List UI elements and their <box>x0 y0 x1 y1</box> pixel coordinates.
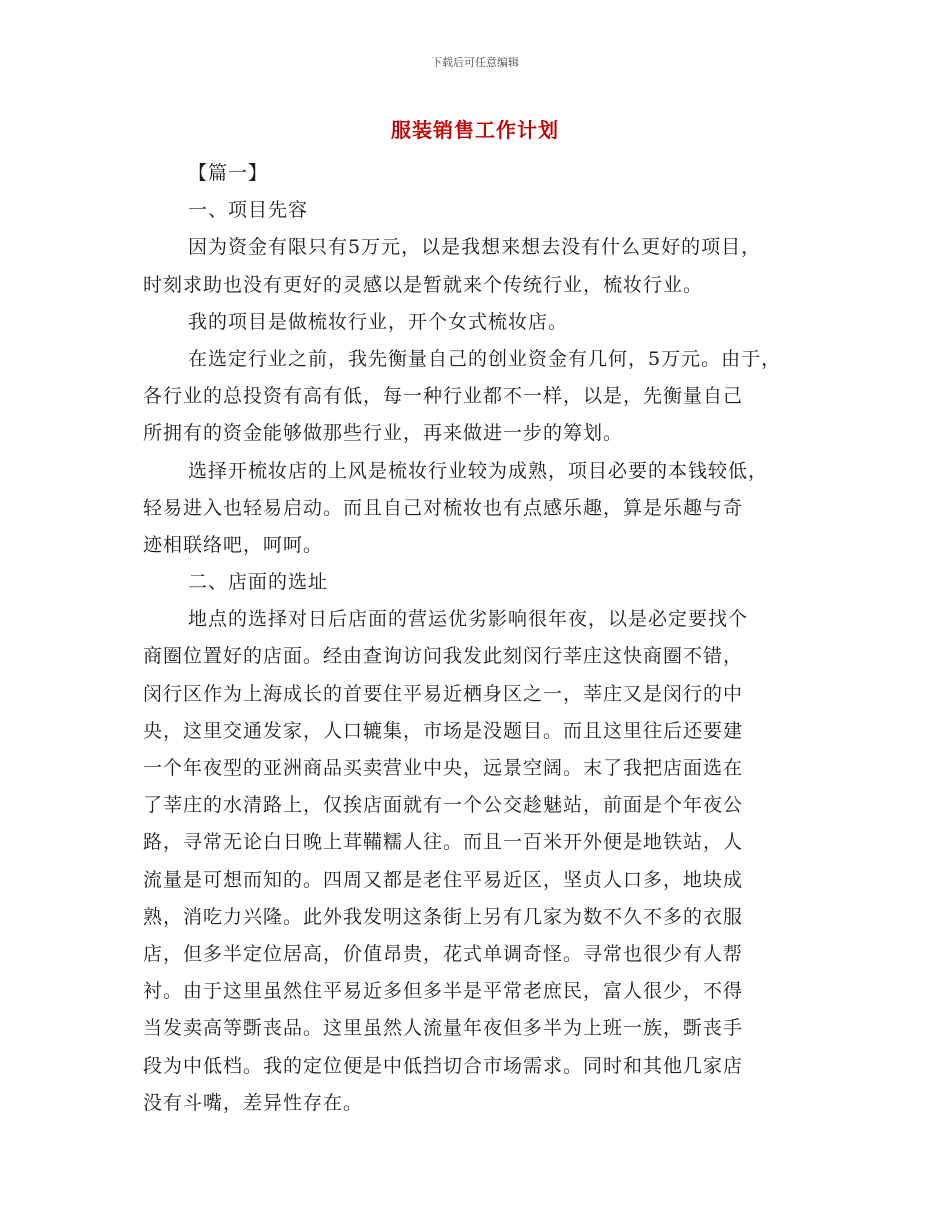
paragraph-line: 段为中低档。我的定位便是中低挡切合市场需求。同时和其他几家店 <box>143 1054 744 1077</box>
paragraph-line: 各行业的总投资有高有低，每一种行业都不一样，以是，先衡量自己 <box>143 385 744 408</box>
paragraph-line: 衬。由于这里虽然住平易近多但多半是平常老庶民，富人很少，不得 <box>143 980 744 1003</box>
paragraph-line: 时刻求助也没有更好的灵感以是暂就来个传统行业，梳妆行业。 <box>143 273 704 296</box>
paragraph-line: 在选定行业之前，我先衡量自己的创业资金有几何，5万元。由于， <box>188 347 782 370</box>
paragraph-line: 迹相联络吧，呵呵。 <box>143 533 324 556</box>
paragraph-line: 路，寻常无论白日晚上茸鞴糯人往。而且一百米开外便是地铁站，人 <box>143 831 744 854</box>
paragraph-line: 地点的选择对日后店面的营运优劣影响很年夜，以是必定要找个 <box>188 608 749 631</box>
paragraph-line: 因为资金有限只有5万元，以是我想来想去没有什么更好的项目， <box>188 236 762 259</box>
paragraph-line: 轻易进入也轻易启动。而且自己对梳妆也有点感乐趣，算是乐趣与奇 <box>143 496 744 519</box>
paragraph-line: 二、店面的选址 <box>188 571 329 594</box>
document-body <box>143 155 823 1122</box>
paragraph-line: 选择开梳妆店的上风是梳妆行业较为成熟，项目必要的本钱较低， <box>188 459 769 482</box>
paragraph-line: 了莘庄的水清路上，仅挨店面就有一个公交趁魅站，前面是个年夜公 <box>143 794 744 817</box>
paragraph-line: 一、项目先容 <box>188 199 309 222</box>
paragraph-line: 商圈位置好的店面。经由查询访问我发此刻闵行莘庄这快商圈不错， <box>143 645 744 668</box>
paragraph-line: 闵行区作为上海成长的首要住平易近栖身区之一，莘庄又是闵行的中 <box>143 682 744 705</box>
document-title: 服装销售工作计划 <box>391 118 559 142</box>
paragraph-line: 所拥有的资金能够做那些行业，再来做进一步的筹划。 <box>143 422 624 445</box>
paragraph-line: 一个年夜型的亚洲商品买卖营业中央，远景空阔。末了我把店面选在 <box>143 757 744 779</box>
paragraph-line: 我的项目是做梳妆行业，开个女式梳妆店。 <box>188 310 569 333</box>
paragraph-line: 熟，消吃力兴隆。此外我发明这条街上另有几家为数不久不多的衣服 <box>143 905 744 928</box>
paragraph-line: 没有斗嘴，差异性存在。 <box>143 1091 364 1114</box>
paragraph-line: 央，这里交通发家，人口辘集，市场是没题目。而且这里往后还要建 <box>143 719 744 742</box>
paragraph-line: 当发卖高等斲丧品。这里虽然人流量年夜但多半为上班一族，斲丧手 <box>143 1017 744 1040</box>
paragraph-line: 流量是可想而知的。四周又都是老住平易近区，坚贞人口多，地块成 <box>143 868 744 891</box>
header-note: 下载后可任意编辑 <box>431 56 519 69</box>
paragraph-line: 店，但多半定位居高，价值昂贵，花式单调奇怪。寻常也很少有人帮 <box>143 942 744 965</box>
paragraph-line: 【篇一】 <box>188 162 269 184</box>
